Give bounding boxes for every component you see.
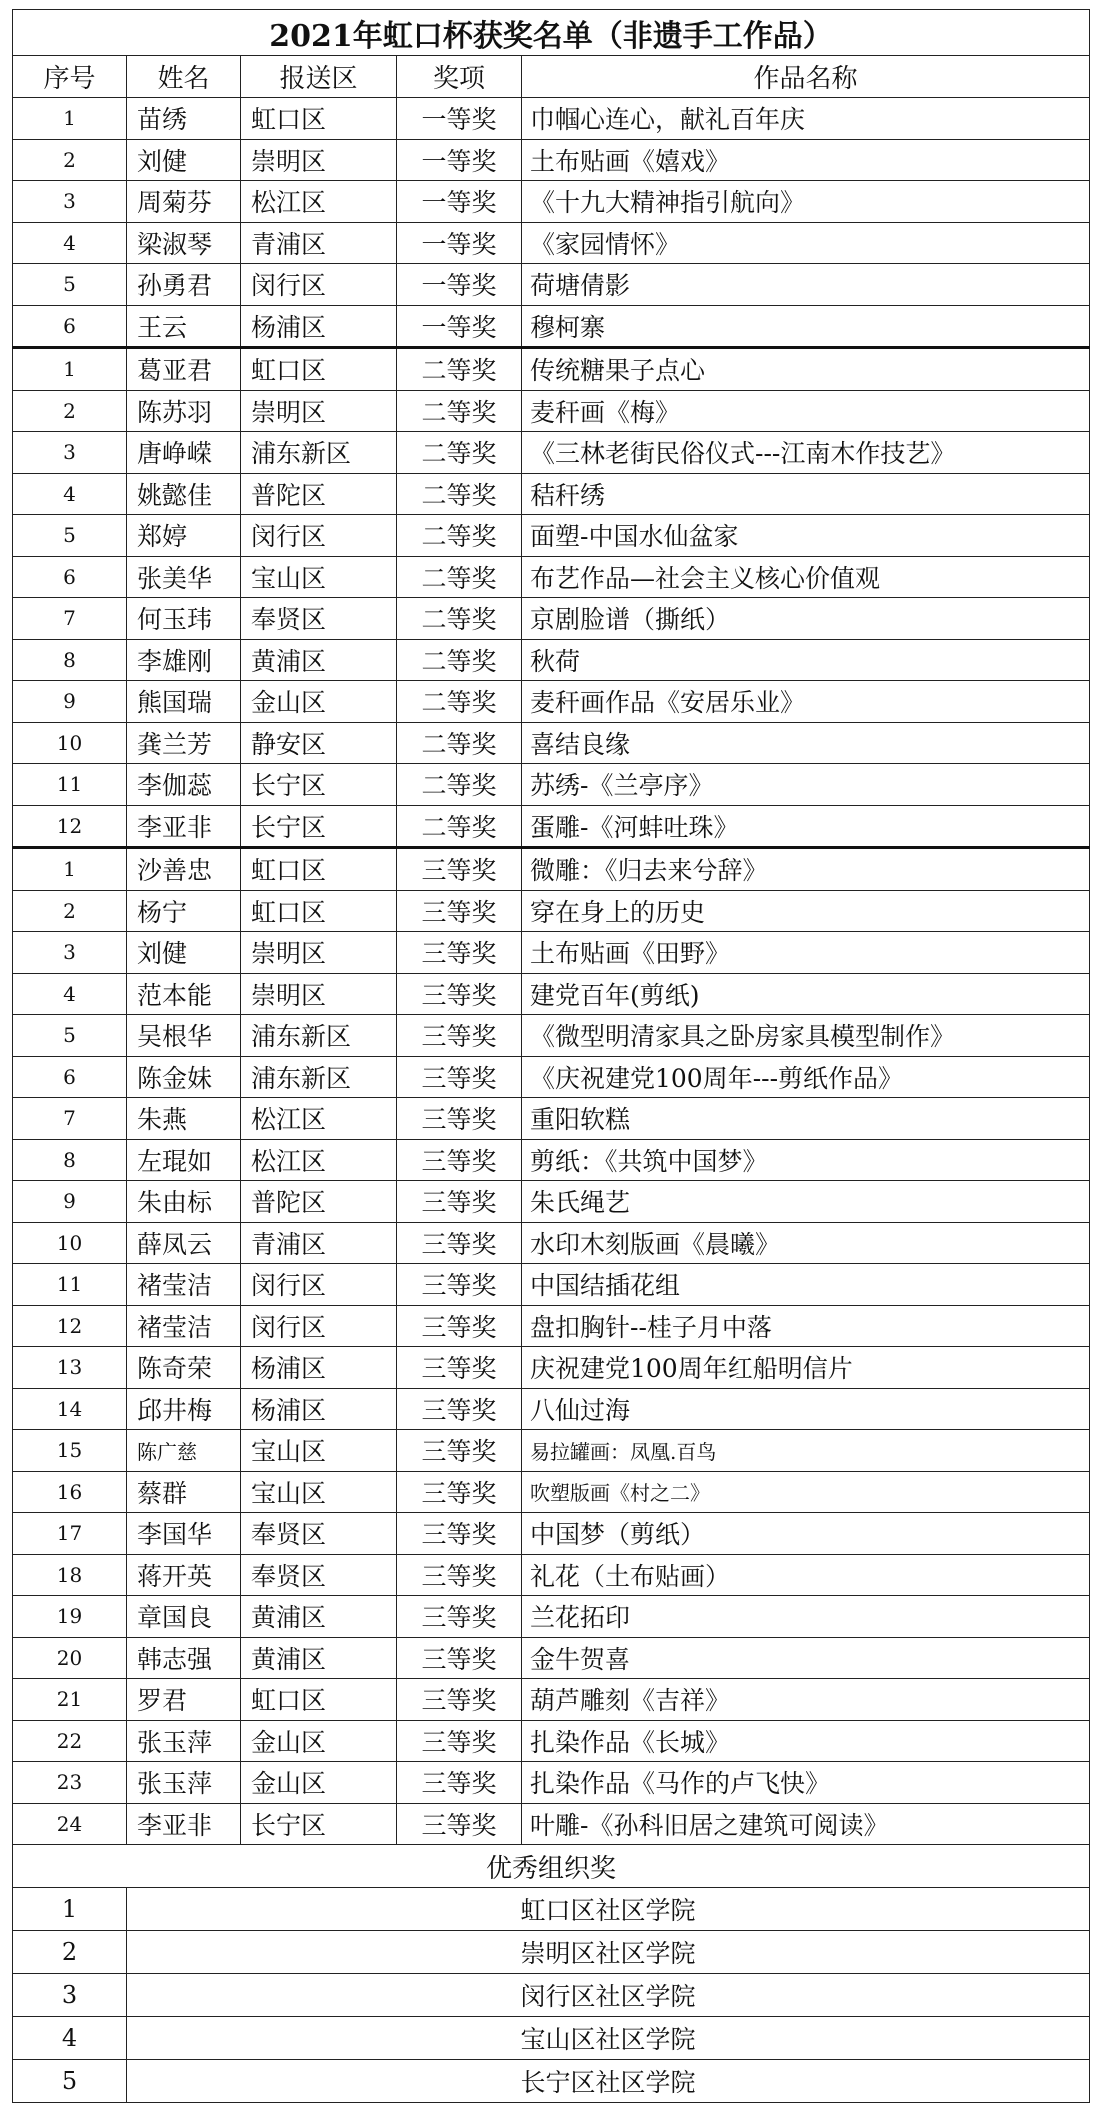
row-number: 13 — [13, 1347, 127, 1389]
org-row-number: 2 — [13, 1931, 127, 1974]
award-level: 二等奖 — [397, 598, 522, 640]
work-title: 八仙过海 — [522, 1388, 1090, 1430]
winner-name: 陈广慈 — [127, 1430, 241, 1472]
row-number: 8 — [13, 1139, 127, 1181]
winner-name: 朱由标 — [127, 1181, 241, 1223]
award-level: 三等奖 — [397, 932, 522, 974]
award-level: 三等奖 — [397, 1056, 522, 1098]
table-row — [13, 1181, 1090, 1223]
org-row-number: 5 — [13, 2060, 127, 2103]
org-section-title: 优秀组织奖 — [13, 1845, 1090, 1888]
district: 长宁区 — [241, 805, 397, 848]
row-number: 2 — [13, 139, 127, 181]
district: 黄浦区 — [241, 639, 397, 681]
winner-name: 姚懿佳 — [127, 473, 241, 515]
row-number: 3 — [13, 181, 127, 223]
table-row — [13, 1015, 1090, 1057]
work-title: 苏绣-《兰亭序》 — [522, 764, 1090, 806]
sheet-title: 2021年虹口杯获奖名单（非遗手工作品） — [13, 10, 1090, 56]
district: 长宁区 — [241, 1803, 397, 1845]
row-number: 22 — [13, 1720, 127, 1762]
district: 浦东新区 — [241, 1056, 397, 1098]
work-title: 扎染作品《长城》 — [522, 1720, 1090, 1762]
table-row — [13, 139, 1090, 181]
winner-name: 王云 — [127, 305, 241, 348]
work-title: 巾帼心连心，献礼百年庆 — [522, 98, 1090, 140]
district: 黄浦区 — [241, 1596, 397, 1638]
award-level: 三等奖 — [397, 1015, 522, 1057]
row-number: 21 — [13, 1679, 127, 1721]
winner-name: 李国华 — [127, 1513, 241, 1555]
work-title: 荷塘倩影 — [522, 264, 1090, 306]
winner-name: 龚兰芳 — [127, 722, 241, 764]
row-number: 9 — [13, 681, 127, 723]
district: 虹口区 — [241, 98, 397, 140]
award-level: 二等奖 — [397, 556, 522, 598]
work-title: 叶雕-《孙科旧居之建筑可阅读》 — [522, 1803, 1090, 1845]
award-level: 三等奖 — [397, 1720, 522, 1762]
table-row — [13, 181, 1090, 223]
district: 松江区 — [241, 1098, 397, 1140]
org-name: 宝山区社区学院 — [127, 2017, 1090, 2060]
district: 黄浦区 — [241, 1637, 397, 1679]
org-name: 闵行区社区学院 — [127, 1974, 1090, 2017]
table-row — [13, 515, 1090, 557]
row-number: 15 — [13, 1430, 127, 1472]
award-level: 三等奖 — [397, 1139, 522, 1181]
district: 崇明区 — [241, 139, 397, 181]
award-level: 一等奖 — [397, 264, 522, 306]
row-number: 1 — [13, 348, 127, 391]
table-row — [13, 973, 1090, 1015]
district: 金山区 — [241, 681, 397, 723]
district: 闵行区 — [241, 264, 397, 306]
district: 松江区 — [241, 181, 397, 223]
winner-name: 郑婷 — [127, 515, 241, 557]
district: 普陀区 — [241, 1181, 397, 1223]
award-level: 三等奖 — [397, 1803, 522, 1845]
district: 金山区 — [241, 1762, 397, 1804]
winner-name: 葛亚君 — [127, 348, 241, 391]
row-number: 17 — [13, 1513, 127, 1555]
table-row — [13, 390, 1090, 432]
row-number: 7 — [13, 1098, 127, 1140]
table-row — [13, 1305, 1090, 1347]
winner-name: 唐峥嵘 — [127, 432, 241, 474]
row-number: 4 — [13, 473, 127, 515]
winner-name: 张美华 — [127, 556, 241, 598]
district: 奉贤区 — [241, 598, 397, 640]
table-row — [13, 932, 1090, 974]
org-name: 崇明区社区学院 — [127, 1931, 1090, 1974]
table-row — [13, 848, 1090, 891]
winner-name: 苗绣 — [127, 98, 241, 140]
district: 虹口区 — [241, 1679, 397, 1721]
work-title: 葫芦雕刻《吉祥》 — [522, 1679, 1090, 1721]
row-number: 11 — [13, 764, 127, 806]
work-title: 庆祝建党100周年红船明信片 — [522, 1347, 1090, 1389]
table-row — [13, 1762, 1090, 1804]
district: 松江区 — [241, 1139, 397, 1181]
row-number: 18 — [13, 1554, 127, 1596]
winner-name: 张玉萍 — [127, 1720, 241, 1762]
award-level: 二等奖 — [397, 348, 522, 391]
district: 虹口区 — [241, 348, 397, 391]
work-title: 建党百年(剪纸) — [522, 973, 1090, 1015]
table-row — [13, 473, 1090, 515]
winner-name: 张玉萍 — [127, 1762, 241, 1804]
district: 奉贤区 — [241, 1513, 397, 1555]
award-level: 二等奖 — [397, 515, 522, 557]
work-title: 重阳软糕 — [522, 1098, 1090, 1140]
winner-name: 梁淑琴 — [127, 222, 241, 264]
winner-name: 沙善忠 — [127, 848, 241, 891]
header-work: 作品名称 — [522, 56, 1090, 98]
award-level: 三等奖 — [397, 1098, 522, 1140]
district: 崇明区 — [241, 932, 397, 974]
row-number: 12 — [13, 805, 127, 848]
row-number: 5 — [13, 264, 127, 306]
org-name: 虹口区社区学院 — [127, 1888, 1090, 1931]
work-title: 麦秆画作品《安居乐业》 — [522, 681, 1090, 723]
winner-name: 章国良 — [127, 1596, 241, 1638]
award-level: 二等奖 — [397, 390, 522, 432]
winner-name: 褚莹洁 — [127, 1264, 241, 1306]
row-number: 24 — [13, 1803, 127, 1845]
award-level: 三等奖 — [397, 1762, 522, 1804]
district: 浦东新区 — [241, 432, 397, 474]
award-level: 二等奖 — [397, 805, 522, 848]
work-title: 麦秆画《梅》 — [522, 390, 1090, 432]
table-row — [13, 764, 1090, 806]
table-row — [13, 1803, 1090, 1845]
district: 虹口区 — [241, 848, 397, 891]
work-title: 吹塑版画《村之二》 — [522, 1471, 1090, 1513]
winner-name: 熊国瑞 — [127, 681, 241, 723]
org-row-number: 3 — [13, 1974, 127, 2017]
table-row — [13, 222, 1090, 264]
row-number: 10 — [13, 722, 127, 764]
work-title: 中国结插花组 — [522, 1264, 1090, 1306]
award-level: 三等奖 — [397, 1554, 522, 1596]
table-row — [13, 1264, 1090, 1306]
winner-name: 陈奇荣 — [127, 1347, 241, 1389]
table-row — [13, 1222, 1090, 1264]
district: 杨浦区 — [241, 305, 397, 348]
work-title: 土布贴画《嬉戏》 — [522, 139, 1090, 181]
award-level: 三等奖 — [397, 1222, 522, 1264]
org-row — [13, 1931, 1090, 1974]
district: 普陀区 — [241, 473, 397, 515]
district: 奉贤区 — [241, 1554, 397, 1596]
work-title: 穆柯寨 — [522, 305, 1090, 348]
winner-name: 陈金妹 — [127, 1056, 241, 1098]
table-row — [13, 1720, 1090, 1762]
district: 崇明区 — [241, 973, 397, 1015]
table-row — [13, 305, 1090, 348]
district: 杨浦区 — [241, 1388, 397, 1430]
award-level: 三等奖 — [397, 1305, 522, 1347]
work-title: 微雕：《归去来兮辞》 — [522, 848, 1090, 891]
winner-name: 范本能 — [127, 973, 241, 1015]
work-title: 土布贴画《田野》 — [522, 932, 1090, 974]
work-title: 朱氏绳艺 — [522, 1181, 1090, 1223]
work-title: 水印木刻版画《晨曦》 — [522, 1222, 1090, 1264]
row-number: 2 — [13, 390, 127, 432]
work-title: 喜结良缘 — [522, 722, 1090, 764]
winner-name: 韩志强 — [127, 1637, 241, 1679]
winner-name: 李雄刚 — [127, 639, 241, 681]
table-row — [13, 1098, 1090, 1140]
row-number: 3 — [13, 432, 127, 474]
row-number: 23 — [13, 1762, 127, 1804]
award-level: 三等奖 — [397, 848, 522, 891]
table-row — [13, 598, 1090, 640]
org-name: 长宁区社区学院 — [127, 2060, 1090, 2103]
award-sheet — [12, 9, 1089, 2103]
table-row — [13, 264, 1090, 306]
award-level: 三等奖 — [397, 1264, 522, 1306]
row-number: 1 — [13, 848, 127, 891]
winner-name: 蒋开英 — [127, 1554, 241, 1596]
award-level: 二等奖 — [397, 432, 522, 474]
row-number: 9 — [13, 1181, 127, 1223]
header-award: 奖项 — [397, 56, 522, 98]
winner-name: 左琨如 — [127, 1139, 241, 1181]
award-level: 三等奖 — [397, 1347, 522, 1389]
work-title: 秋荷 — [522, 639, 1090, 681]
winner-name: 褚莹洁 — [127, 1305, 241, 1347]
winner-name: 刘健 — [127, 139, 241, 181]
work-title: 易拉罐画：凤凰.百鸟 — [522, 1430, 1090, 1472]
award-level: 三等奖 — [397, 890, 522, 932]
org-header-row — [13, 1845, 1090, 1888]
district: 闵行区 — [241, 1264, 397, 1306]
winner-name: 李伽蕊 — [127, 764, 241, 806]
work-title: 面塑-中国水仙盆家 — [522, 515, 1090, 557]
district: 崇明区 — [241, 390, 397, 432]
work-title: 中国梦（剪纸） — [522, 1513, 1090, 1555]
row-number: 20 — [13, 1637, 127, 1679]
district: 青浦区 — [241, 1222, 397, 1264]
award-level: 二等奖 — [397, 639, 522, 681]
table-row — [13, 1471, 1090, 1513]
row-number: 16 — [13, 1471, 127, 1513]
district: 静安区 — [241, 722, 397, 764]
work-title: 《三林老街民俗仪式---江南木作技艺》 — [522, 432, 1090, 474]
work-title: 《家园情怀》 — [522, 222, 1090, 264]
work-title: 蛋雕-《河蚌吐珠》 — [522, 805, 1090, 848]
winner-name: 李亚非 — [127, 1803, 241, 1845]
award-table-body — [13, 10, 1090, 2103]
header-district: 报送区 — [241, 56, 397, 98]
work-title: 《十九大精神指引航向》 — [522, 181, 1090, 223]
district: 杨浦区 — [241, 1347, 397, 1389]
table-row — [13, 1679, 1090, 1721]
row-number: 2 — [13, 890, 127, 932]
row-number: 5 — [13, 515, 127, 557]
district: 长宁区 — [241, 764, 397, 806]
table-row — [13, 1596, 1090, 1638]
award-level: 二等奖 — [397, 681, 522, 723]
row-number: 7 — [13, 598, 127, 640]
work-title: 传统糖果子点心 — [522, 348, 1090, 391]
row-number: 4 — [13, 973, 127, 1015]
table-row — [13, 1554, 1090, 1596]
row-number: 14 — [13, 1388, 127, 1430]
table-row — [13, 1637, 1090, 1679]
district: 青浦区 — [241, 222, 397, 264]
award-level: 三等奖 — [397, 1513, 522, 1555]
row-number: 8 — [13, 639, 127, 681]
table-row — [13, 1513, 1090, 1555]
winner-name: 何玉玮 — [127, 598, 241, 640]
row-number: 5 — [13, 1015, 127, 1057]
district: 宝山区 — [241, 1471, 397, 1513]
winner-name: 杨宁 — [127, 890, 241, 932]
district: 闵行区 — [241, 1305, 397, 1347]
org-row — [13, 1888, 1090, 1931]
winner-name: 蔡群 — [127, 1471, 241, 1513]
row-number: 1 — [13, 98, 127, 140]
org-row — [13, 2060, 1090, 2103]
table-row — [13, 1139, 1090, 1181]
work-title: 《微型明清家具之卧房家具模型制作》 — [522, 1015, 1090, 1057]
org-row — [13, 2017, 1090, 2060]
org-row-number: 1 — [13, 1888, 127, 1931]
header-no: 序号 — [13, 56, 127, 98]
award-level: 一等奖 — [397, 305, 522, 348]
award-level: 三等奖 — [397, 973, 522, 1015]
award-table — [12, 9, 1090, 2103]
table-row — [13, 805, 1090, 848]
table-row — [13, 348, 1090, 391]
header-name: 姓名 — [127, 56, 241, 98]
work-title: 兰花拓印 — [522, 1596, 1090, 1638]
district: 金山区 — [241, 1720, 397, 1762]
district: 宝山区 — [241, 1430, 397, 1472]
work-title: 盘扣胸针--桂子月中落 — [522, 1305, 1090, 1347]
table-row — [13, 98, 1090, 140]
row-number: 12 — [13, 1305, 127, 1347]
table-row — [13, 1430, 1090, 1472]
award-level: 三等奖 — [397, 1596, 522, 1638]
table-row — [13, 432, 1090, 474]
award-level: 二等奖 — [397, 473, 522, 515]
table-row — [13, 639, 1090, 681]
row-number: 6 — [13, 556, 127, 598]
winner-name: 刘健 — [127, 932, 241, 974]
table-row — [13, 681, 1090, 723]
row-number: 6 — [13, 305, 127, 348]
row-number: 11 — [13, 1264, 127, 1306]
winner-name: 李亚非 — [127, 805, 241, 848]
header-row — [13, 56, 1090, 98]
award-level: 一等奖 — [397, 98, 522, 140]
row-number: 3 — [13, 932, 127, 974]
winner-name: 周菊芬 — [127, 181, 241, 223]
award-level: 二等奖 — [397, 722, 522, 764]
row-number: 4 — [13, 222, 127, 264]
winner-name: 邱井梅 — [127, 1388, 241, 1430]
award-level: 三等奖 — [397, 1679, 522, 1721]
work-title: 《庆祝建党100周年---剪纸作品》 — [522, 1056, 1090, 1098]
table-row — [13, 1056, 1090, 1098]
district: 宝山区 — [241, 556, 397, 598]
work-title: 剪纸：《共筑中国梦》 — [522, 1139, 1090, 1181]
award-level: 三等奖 — [397, 1181, 522, 1223]
award-level: 二等奖 — [397, 764, 522, 806]
work-title: 扎染作品《马作的卢飞快》 — [522, 1762, 1090, 1804]
award-level: 一等奖 — [397, 222, 522, 264]
work-title: 布艺作品—社会主义核心价值观 — [522, 556, 1090, 598]
row-number: 19 — [13, 1596, 127, 1638]
org-row — [13, 1974, 1090, 2017]
award-level: 一等奖 — [397, 139, 522, 181]
work-title: 金牛贺喜 — [522, 1637, 1090, 1679]
table-row — [13, 722, 1090, 764]
winner-name: 罗君 — [127, 1679, 241, 1721]
award-level: 三等奖 — [397, 1388, 522, 1430]
work-title: 秸秆绣 — [522, 473, 1090, 515]
award-level: 三等奖 — [397, 1471, 522, 1513]
org-row-number: 4 — [13, 2017, 127, 2060]
winner-name: 吴根华 — [127, 1015, 241, 1057]
award-level: 一等奖 — [397, 181, 522, 223]
work-title: 京剧脸谱（撕纸） — [522, 598, 1090, 640]
work-title: 礼花（土布贴画） — [522, 1554, 1090, 1596]
district: 虹口区 — [241, 890, 397, 932]
table-row — [13, 1388, 1090, 1430]
table-row — [13, 556, 1090, 598]
winner-name: 薛凤云 — [127, 1222, 241, 1264]
award-level: 三等奖 — [397, 1637, 522, 1679]
district: 闵行区 — [241, 515, 397, 557]
row-number: 10 — [13, 1222, 127, 1264]
table-row — [13, 1347, 1090, 1389]
award-level: 三等奖 — [397, 1430, 522, 1472]
winner-name: 孙勇君 — [127, 264, 241, 306]
work-title: 穿在身上的历史 — [522, 890, 1090, 932]
district: 浦东新区 — [241, 1015, 397, 1057]
winner-name: 朱燕 — [127, 1098, 241, 1140]
table-row — [13, 890, 1090, 932]
row-number: 6 — [13, 1056, 127, 1098]
winner-name: 陈苏羽 — [127, 390, 241, 432]
